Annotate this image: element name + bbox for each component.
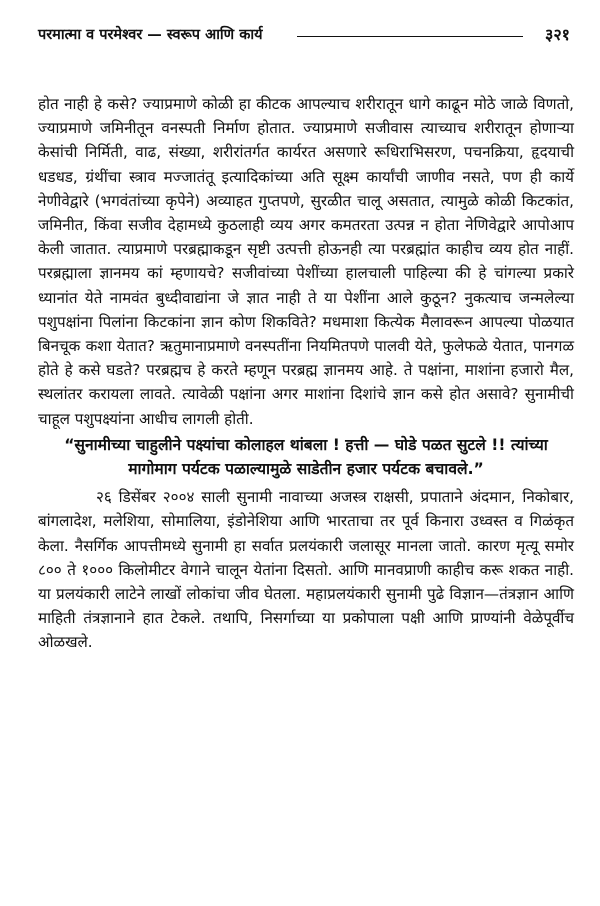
- running-title: परमात्मा व परमेश्वर — स्वरूप आणि कार्य: [38, 27, 263, 43]
- page-number: ३२१: [545, 25, 570, 44]
- paragraph-continuation: होत नाही हे कसे? ज्याप्रमाणे कोळी हा कीटक आपल्याच शरीरातून धागे काढून मोठे जाळे विणतो, ज्याप्रमाणे जमिनीतून वनस्पती निर्माण होतात. ज्याप्रमाणे सजीवास त्याच्याच शरीरातून होणाऱ्या केसांची निर्मिती, वाढ, संख्या, शरीरांतर्गत कार्यरत असणारे रूधिराभिसरण, पचनक्रिया, हृदयाची धडधड, ग्रंथींचा स्त्राव मज्जातंतू इत्यादिकांच्या अति सूक्ष्म कार्यांची जाणीव नसते, पण ही कार्ये नेणीवेद्वारे (भगवंतांच्या कृपेने) अव्याहत गुप्तपणे, सुरळीत चालू असतात, त्यामुळे कोळी किटकांत, जमिनीत, किंवा सजीव देहामध्ये कुठलाही व्यय अगर कमतरता उत्पन्न न होता नेणिवेद्वारे आपोआप केली जातात. त्याप्रमाणे परब्रह्माकडून सृष्टी उत्पत्ती होऊनही त्या परब्रह्मांत काहीच व्यय होत नाहीं. परब्रह्माला ज्ञानमय कां म्हणायचे? सजीवांच्या पेशींच्या हालचाली पाहिल्या की हे चांगल्या प्रकारे ध्यानांत येते नामवंत बुध्दीवाद्यांना जे ज्ञात नाही ते या पेशींना आले कुठून? नुकत्याच जन्मलेल्या पशुपक्षांना पिलांना किटकांना ज्ञान कोण शिकविते? मधमाशा कित्येक मैलावरून आपल्या पोळयात बिनचूक कशा येतात? ऋतुमानाप्रमाणे वनस्पतींना नियमितपणे पालवी येते, फुलेफळे येतात, पानगळ होते हे कसे घडते? परब्रह्मच हे करते म्हणून परब्रह्म ज्ञानमय आहे. ते पक्षांना, माशांना हजारो मैल, स्थलांतर करायला लावते. त्यावेळी पक्षांना अगर माशांना दिशांचे ज्ञान कसे होत असावे? सुनामीची चाहूल पशुपक्ष्यांना आधीच लागली होती.: [38, 95, 574, 428]
- header-rule: [297, 36, 524, 37]
- page-body: [38, 92, 574, 655]
- paragraph-tsunami: २६ डिसेंबर २००४ साली सुनामी नावाच्या अजस्त्र राक्षसी, प्रपाताने अंदमान, निकोबार, बांगलादेश, मलेशिया, सोमालिया, इंडोनेशिया आणि भारताचा तर पूर्व किनारा उध्वस्त व गिळंकृत केला. नैसर्गिक आपत्तीमध्ये सुनामी हा सर्वात प्रलयंकारी जलासूर मानला जातो. कारण मृत्यू समोर ८०० ते १००० किलोमीटर वेगाने चालून येतांना दिसतो. आणि मानवप्राणी काहीच करू शकत नाही. या प्रलयंकारी लाटेने लाखों लोकांचा जीव घेतला. महाप्रलयंकारी सुनामी पुढे विज्ञान—तंत्रज्ञान आणि माहिती तंत्रज्ञानाने हात टेकले. तथापि, निसर्गाच्या या प्रकोपाला पक्षी आणि प्राण्यांनी वेळेपूर्वीच ओळखले.: [38, 488, 574, 652]
- highlighted-quote: “सुनामीच्या चाहुलीने पक्ष्यांचा कोलाहल थांबला ! हत्ती — घोडे पळत सुटले !! त्यांच्या मागोमाग पर्यटक पळाल्यामुळे साडेतीन हजार पर्यटक बचावले.”: [64, 435, 548, 479]
- page-header: [38, 22, 570, 46]
